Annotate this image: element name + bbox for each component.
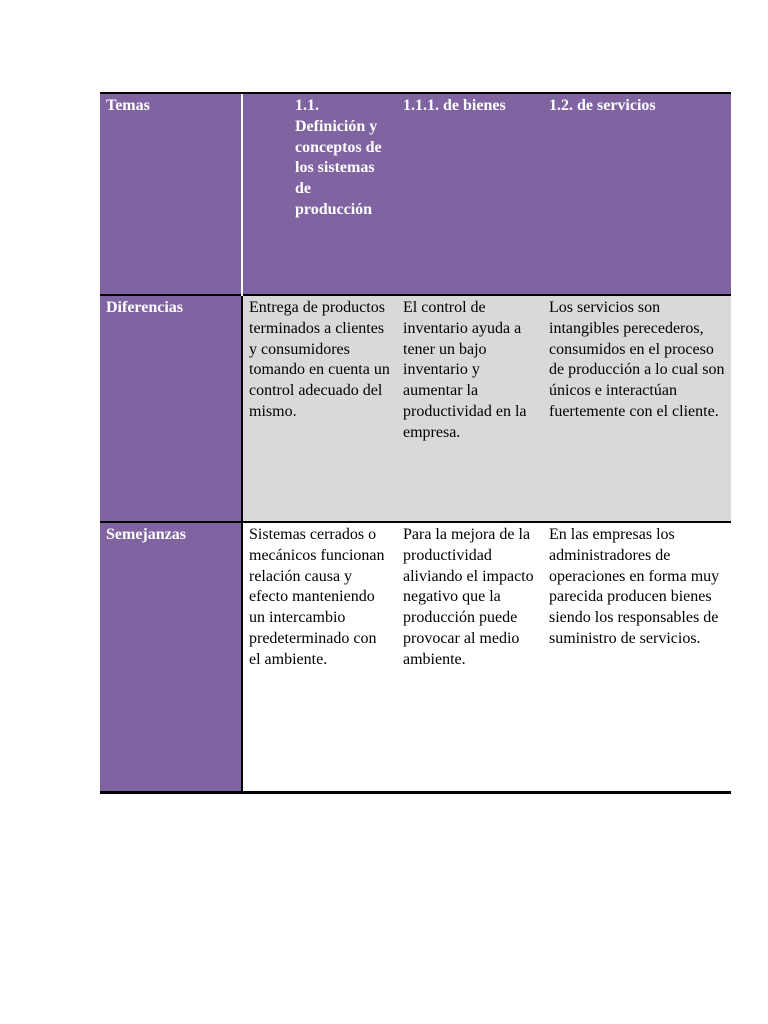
header-cell-temas: Temas: [100, 93, 242, 295]
table-row-semejanzas: [100, 522, 731, 792]
cell-diferencias-definicion: Entrega de productos terminados a clientes y consumidores tomando en cuenta un control adecuado del mismo.: [242, 295, 397, 522]
header-cell-definicion: 1.1. Definición y conceptos de los sistemas de producción: [242, 93, 397, 295]
row-label-diferencias: Diferencias: [100, 295, 242, 522]
cell-diferencias-bienes: El control de inventario ayuda a tener un bajo inventario y aumentar la productividad en la empresa.: [397, 295, 543, 522]
row-label-semejanzas: Semejanzas: [100, 522, 242, 792]
table-row-diferencias: [100, 295, 731, 522]
cell-semejanzas-bienes: Para la mejora de la productividad aliviando el impacto negativo que la producción puede provocar al medio ambiente.: [397, 522, 543, 792]
table-header-row: [100, 93, 731, 295]
header-cell-bienes: 1.1.1. de bienes: [397, 93, 543, 295]
cell-diferencias-servicios: Los servicios son intangibles perecederos, consumidos en el proceso de producción a lo cual son únicos e interactúan fuertemente con el cliente.: [543, 295, 731, 522]
header-cell-servicios: 1.2. de servicios: [543, 93, 731, 295]
cell-semejanzas-definicion: Sistemas cerrados o mecánicos funcionan relación causa y efecto manteniendo un intercambio predeterminado con el ambiente.: [242, 522, 397, 792]
cell-semejanzas-servicios: En las empresas los administradores de operaciones en forma muy parecida producen bienes siendo los responsables de suministro de servicios.: [543, 522, 731, 792]
comparison-table: [100, 92, 731, 794]
